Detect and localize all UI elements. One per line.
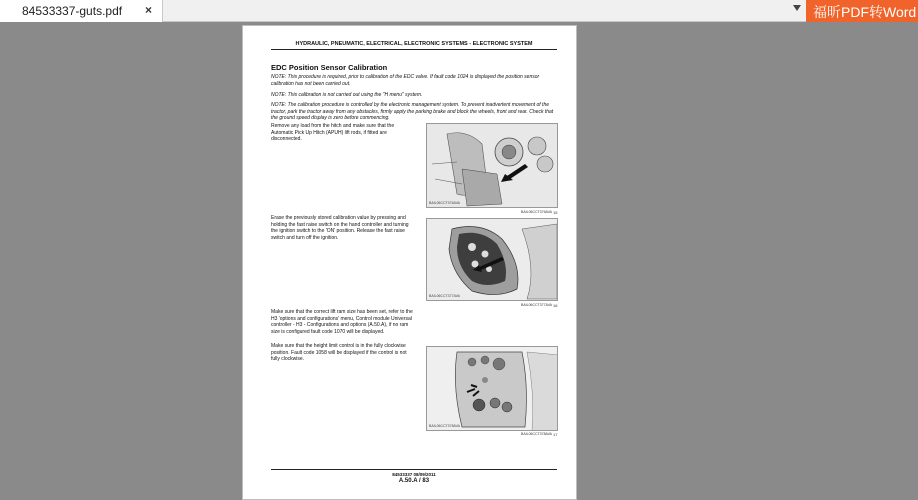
hand-controller-illustration	[427, 219, 558, 301]
footer-page-number: A.50.A / 83	[398, 478, 430, 484]
chevron-down-icon[interactable]	[793, 5, 801, 11]
step-4: Make sure that the height limit control is in the fully clockwise position. Fault code 1058 will be displayed if the control is not fully clockwise.	[271, 343, 407, 363]
step-3: Make sure that the correct lift ram size has been set, refer to the H3 'options and configurations' menu, Control module Universal controller - H3 - Configurations and options (A.50.A), if no ram size is configured fault code 1070 will be displayed.	[271, 309, 413, 335]
figure-ref: BAIL06CCT378AVA	[521, 432, 552, 436]
note-2: NOTE: This calibration is not carried out using the "H menu" system.	[271, 92, 423, 98]
note-1: NOTE: This procedure is required, prior to calibration of the EDC valve. If fault code 1024 is displayed the position sensor calibration has not been carried out.	[271, 74, 540, 87]
pdf-to-word-promo-button[interactable]: 福昕PDF转Word	[806, 0, 918, 22]
figure-number: 15	[553, 210, 558, 215]
note-3: NOTE: The calibration procedure is controlled by the electronic management system. To prevent inadvertent movement of the tractor, park the tractor away from any obstacles, firmly apply the parking brake and block the wheels, front and rear. Check that the ground speed display is zero before commencing.	[271, 102, 554, 122]
footer-document-code: 84533337 08/09/2011	[392, 472, 436, 477]
page-header: HYDRAULIC, PNEUMATIC, ELECTRICAL, ELECTRONIC SYSTEMS - ELECTRONIC SYSTEM	[295, 41, 533, 47]
figure-id: BAIL06CCT378AVA	[429, 424, 460, 428]
figure-ref: BAIL06CCT377AVA	[521, 303, 552, 307]
section-title: EDC Position Sensor Calibration	[271, 63, 388, 72]
footer-rule	[271, 469, 557, 470]
figure-ref: BAIL06CCT376AVA	[521, 210, 552, 214]
close-icon[interactable]: ×	[145, 3, 153, 17]
figure-id: BAIL06CCT377AVA	[429, 294, 460, 298]
document-tab[interactable]	[0, 0, 163, 22]
figure-number: 17	[553, 432, 558, 437]
figure-hand-controller	[426, 218, 558, 301]
pdf-page	[242, 25, 577, 500]
step-1: Remove any load from the hitch and make sure that the Automatic Pick Up Hitch (APUH) lift rods, if fitted are disconnected.	[271, 123, 395, 143]
figure-id: BAIL06CCT376AVA	[429, 201, 460, 205]
figure-height-limit-control	[426, 346, 558, 431]
tab-title: 84533337-guts.pdf	[22, 4, 123, 18]
step-2: Erase the previously stored calibration value by pressing and holding the fast raise switch on the hand controller and turning the ignition switch to the 'ON' position. Release the fast raise switch and turn off the ignition.	[271, 215, 409, 241]
tab-bar	[0, 0, 918, 22]
hitch-linkage-illustration	[427, 124, 558, 208]
figure-hitch-linkage	[426, 123, 558, 208]
height-limit-control-illustration	[427, 347, 558, 431]
header-rule	[271, 49, 557, 50]
figure-number: 16	[553, 303, 558, 308]
